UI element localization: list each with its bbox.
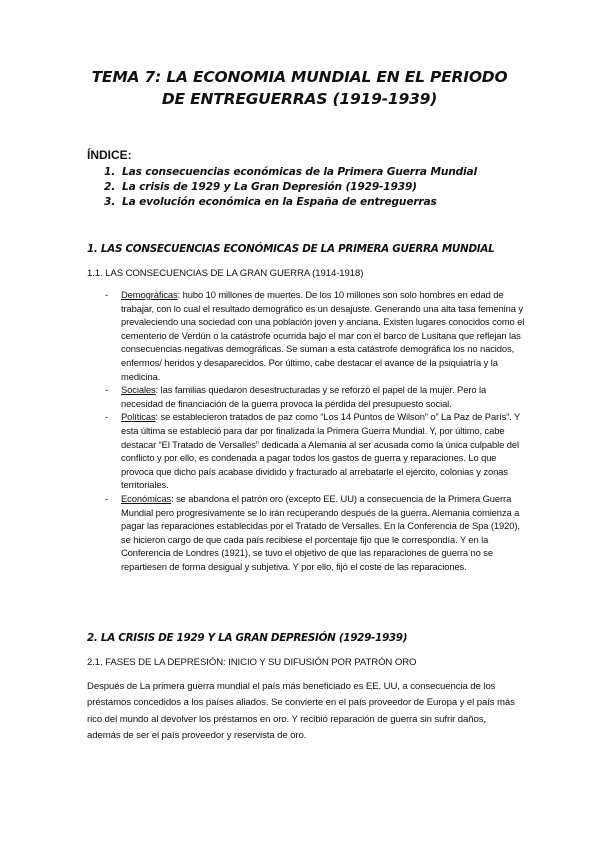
index-item-text: La evolución económica en la España de entreguerras [122, 196, 437, 208]
bullet-label: Políticas [121, 411, 156, 423]
bullet-dash: - [105, 411, 109, 423]
index-item-number: 1. [104, 166, 116, 178]
bullet-text: : las familias quedaron desestructuradas y se reforzó el papel de la mujer. Pero la necesidad de financiación de la guerra provoca la pérdida del presupuesto social. [121, 384, 487, 409]
document-title-line-1: TEMA 7: LA ECONOMIA MUNDIAL EN EL PERIODO [91, 68, 508, 86]
section-2-heading: 2. LA CRISIS DE 1929 Y LA GRAN DEPRESIÓN (1929-1939) [87, 632, 408, 644]
bullet-label: Sociales [121, 384, 156, 396]
index-item-number: 2. [104, 181, 116, 193]
list-item [105, 410, 525, 492]
index-item-text: Las consecuencias económicas de la Primera Guerra Mundial [122, 166, 478, 178]
bullet-text: : se abandona el patrón oro (excepto EE. UU) a consecuencia de la Primera Guerra Mundial pero progresivamente se lo irán recuperando después de la guerra. Alemania comienza a pagar las reparaciones establecidas por el Tratado de Versalles. En la Conferencia de Spa (1920), se hicieron cargo de que cada país recibiese el porcentaje fijo que le correspondía. Y en la Conferencia de Londres (1921), se tuvo el objetivo de que las reparaciones de guerra no se repartiesen de forma desigual y subjetiva. Y por ello, fijó el coste de las reparaciones. [121, 492, 520, 572]
index-heading: ÍNDICE: [87, 148, 132, 162]
bullet-dash: - [105, 289, 109, 300]
bullet-text: : hubo 10 millones de muertes. De los 10 millones son solo hombres en edad de trabajar, con lo cual el resultado demográfico es un desajuste. Generando una alta tasa femenina y prevaleciendo una sociedad con una población joven y anciana. Existen lugares conocidos como el cementerio de Verdún o la catástrofe ocurrida bajo el mar con el barco de Lusitana que reflejan las consecuencias negativas demográficas. Se suman a esta catástrofe demográfica los no nacidos, enfermos/ heridos y desaparecidos. Por último, cabe destacar el avance de la psiquiatría y la medicina. [121, 289, 525, 382]
section-2-1-subheading: 2.1. FASES DE LA DEPRESIÓN: INICIO Y SU DIFUSIÓN POR PATRÓN ORO [87, 657, 417, 668]
section-1-1-subheading: 1.1. LAS CONSECUENCIAS DE LA GRAN GUERRA (1914-1918) [87, 268, 364, 279]
consequences-list [105, 288, 525, 573]
list-item [105, 383, 525, 410]
index-item [104, 180, 477, 195]
index-item [104, 165, 477, 180]
bullet-text: : se establecieron tratados de paz como “Los 14 Puntos de Wilson” o” La Paz de París”. Y esta última se estableció para dar por finalizada la Primera Guerra Mundial. Y, por último, cabe destacar “El Tratado de Versalles” dedicada a Alemania al ser acusada como la única culpable del conflicto y por ello, es condenada a pagar todos los gastos de guerra y reparaciones. Lo que provoca que dicho país acabase dividido y fracturado al arrebatarle el ejército, colonias y zonas territoriales. [121, 411, 521, 491]
index-item-text: La crisis de 1929 y La Gran Depresión (1929-1939) [122, 181, 417, 193]
document-title-line-2: DE ENTREGUERRAS (1919-1939) [161, 90, 438, 108]
bullet-label: Demográficas [121, 289, 178, 300]
list-item [105, 288, 525, 383]
index-item [104, 195, 477, 210]
list-item [105, 492, 525, 574]
bullet-dash: - [105, 384, 109, 396]
section-1-heading: 1. LAS CONSECUENCIAS ECONÓMICAS DE LA PRIMERA GUERRA MUNDIAL [87, 243, 495, 255]
index-item-number: 3. [104, 196, 116, 208]
bullet-label: Económicas [121, 492, 172, 504]
index-list [104, 165, 477, 210]
bullet-dash: - [105, 492, 109, 504]
section-2-paragraph: Después de La primera guerra mundial el país más beneficiado es EE. UU, a consecuencia de los préstamos concedidos a los países aliados. Se convierte en el país proveedor de Europa y el país más rico del mundo al devolver los préstamos en oro. Y recibió reparación de guerra sin sufrir daños, además de ser el país proveedor y reservista de oro. [87, 681, 515, 742]
